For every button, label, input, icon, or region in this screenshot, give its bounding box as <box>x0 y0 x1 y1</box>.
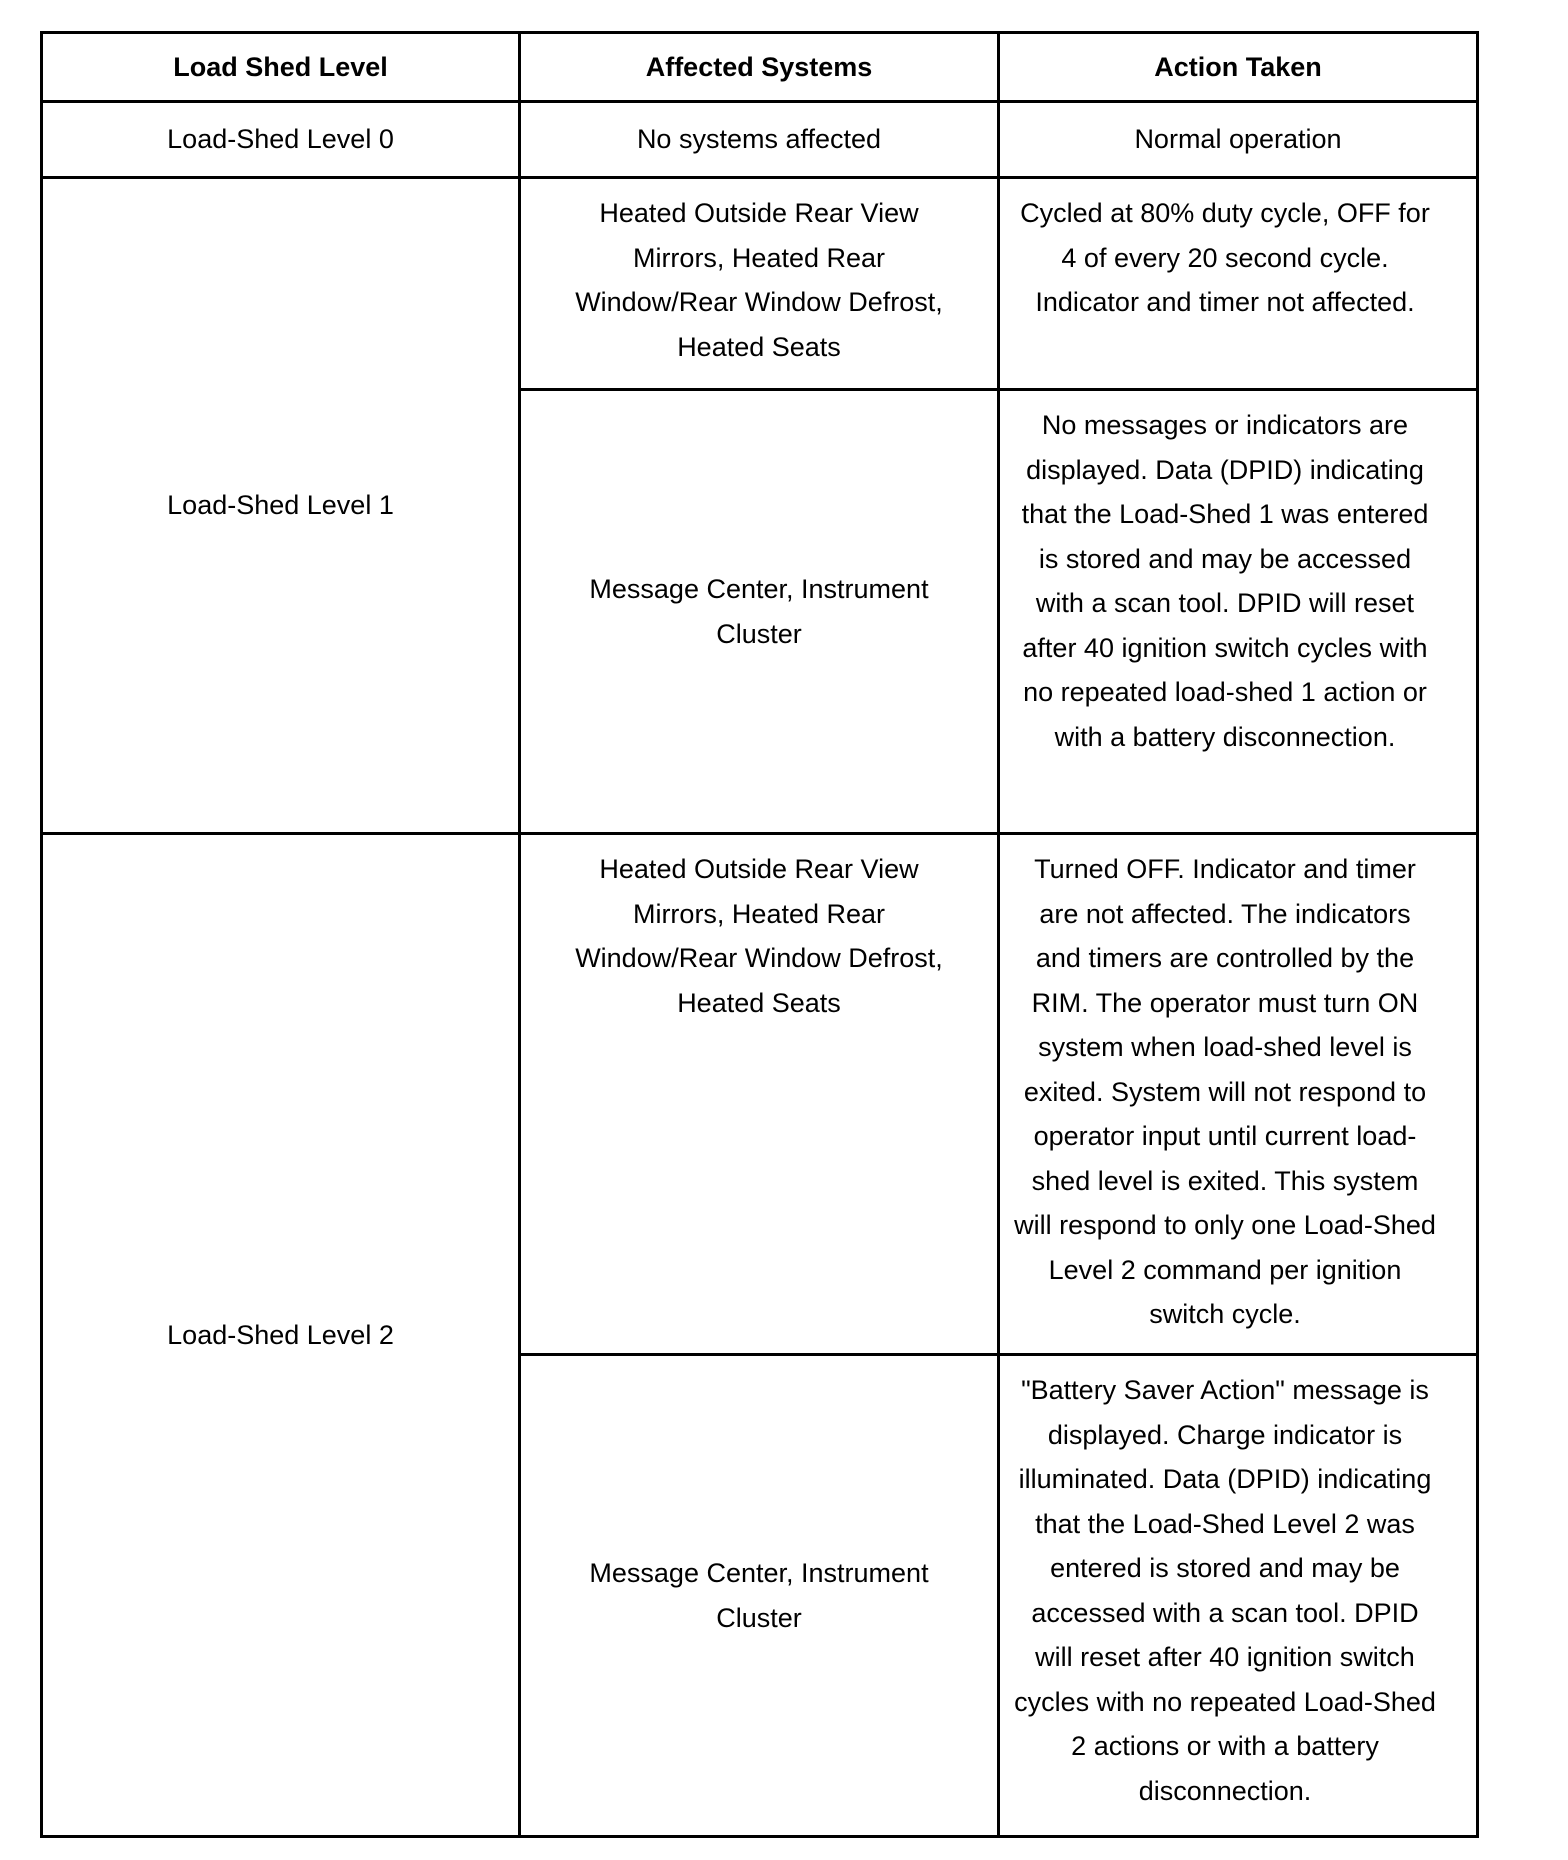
level-2-message-center-systems: Message Center, Instrument Cluster <box>520 1355 999 1837</box>
load-shed-table <box>40 31 1479 1838</box>
level-2-heated-systems: Heated Outside Rear View Mirrors, Heated Rear Window/Rear Window Defrost, Heated Seats <box>520 834 999 1355</box>
table-row <box>42 178 1478 390</box>
header-row <box>42 33 1478 102</box>
level-1-message-center-systems: Message Center, Instrument Cluster <box>520 390 999 834</box>
table-row <box>42 102 1478 178</box>
level-1-cell: Load-Shed Level 1 <box>42 178 520 834</box>
header-action-taken: Action Taken <box>999 33 1478 102</box>
level-2-heated-action: Turned OFF. Indicator and timer are not affected. The indicators and timers are controlled by the RIM. The operator must turn ON system when load-shed level is exited. System will not respond to operator input until current load-shed level is exited. This system will respond to only one Load-Shed Level 2 command per ignition switch cycle. <box>999 834 1478 1355</box>
level-0-action: Normal operation <box>999 102 1478 178</box>
level-1-heated-action: Cycled at 80% duty cycle, OFF for 4 of every 20 second cycle. Indicator and timer not affected. <box>999 178 1478 390</box>
level-0-systems: No systems affected <box>520 102 999 178</box>
table-row <box>42 834 1478 1355</box>
level-1-heated-systems: Heated Outside Rear View Mirrors, Heated Rear Window/Rear Window Defrost, Heated Seats <box>520 178 999 390</box>
level-2-message-center-action: "Battery Saver Action" message is displayed. Charge indicator is illuminated. Data (DPID) indicating that the Load-Shed Level 2 was entered is stored and may be accessed with a scan tool. DPID will reset after 40 ignition switch cycles with no repeated Load-Shed 2 actions or with a battery disconnection. <box>999 1355 1478 1837</box>
header-affected-systems: Affected Systems <box>520 33 999 102</box>
level-1-message-center-action: No messages or indicators are displayed. Data (DPID) indicating that the Load-Shed 1 was entered is stored and may be accessed with a scan tool. DPID will reset after 40 ignition switch cycles with no repeated load-shed 1 action or with a battery disconnection. <box>999 390 1478 834</box>
level-0-cell: Load-Shed Level 0 <box>42 102 520 178</box>
header-load-shed-level: Load Shed Level <box>42 33 520 102</box>
level-2-cell: Load-Shed Level 2 <box>42 834 520 1837</box>
